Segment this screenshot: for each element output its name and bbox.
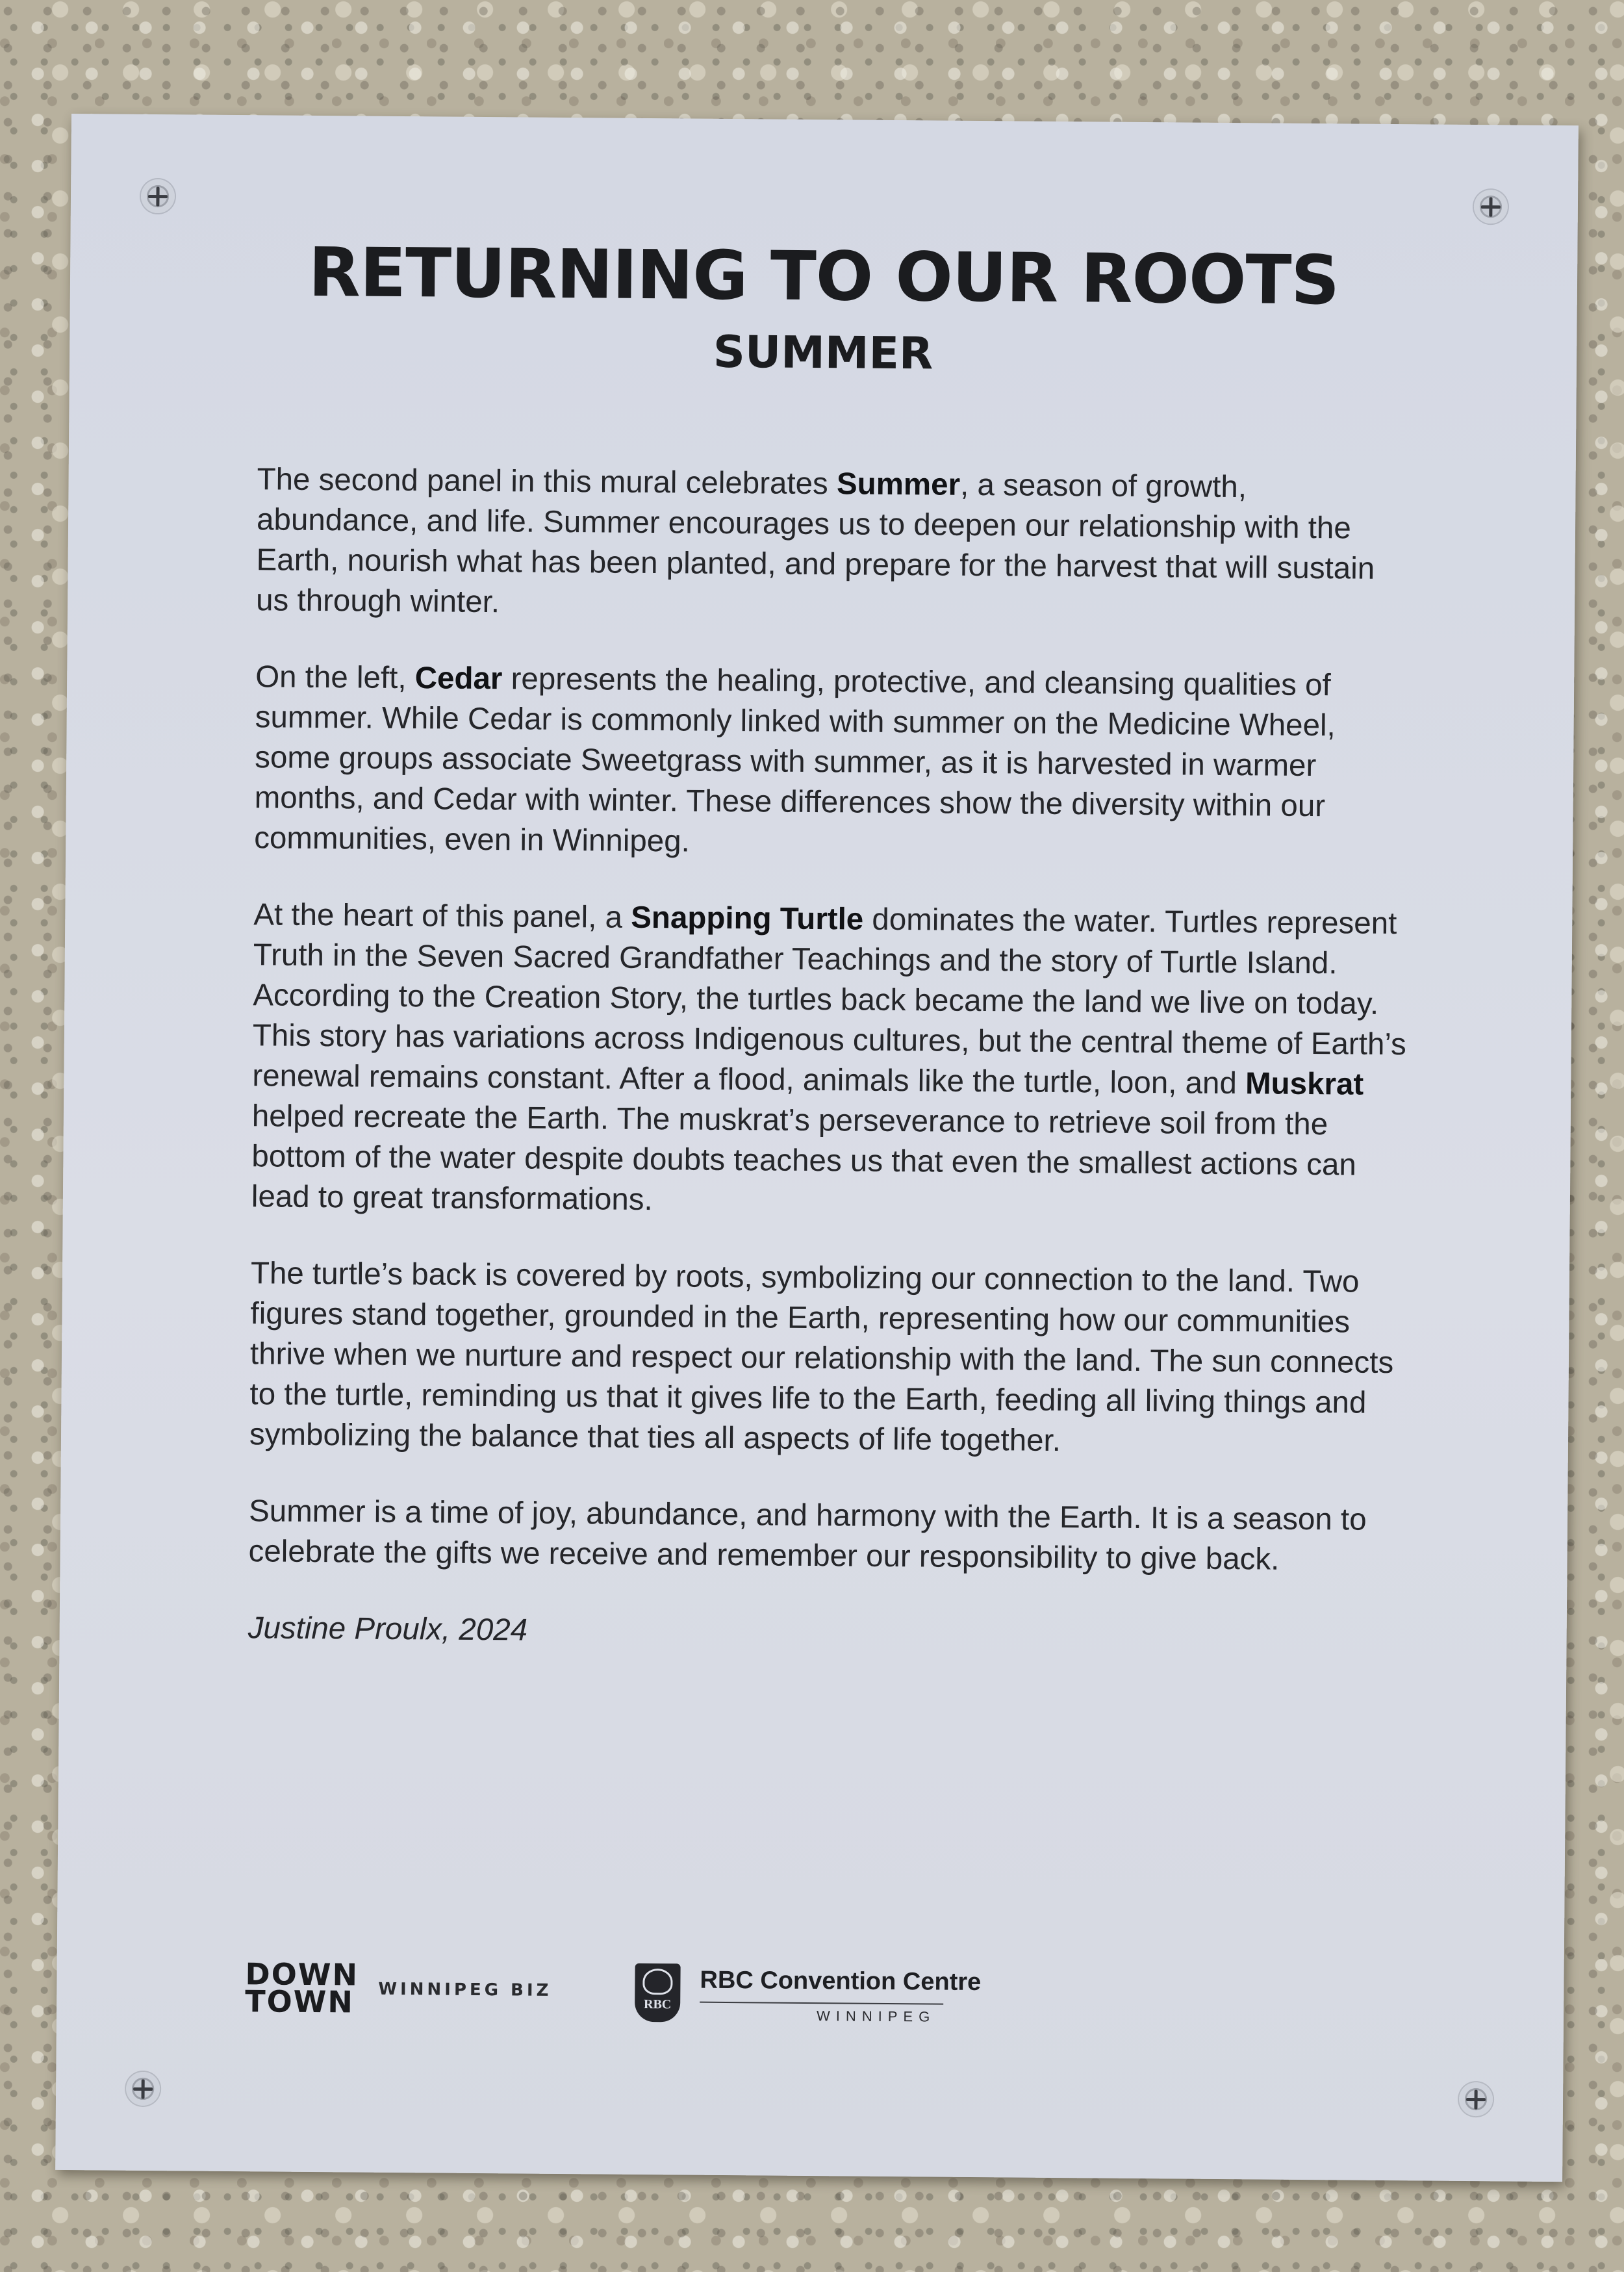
text-run: helped recreate the Earth. The muskrat’s perseverance to retrieve soil from the bottom of the water despite doubts teaches us that even the smallest actions can lead to great transformations. (251, 1099, 1357, 1218)
text-run: Summer is a time of joy, abundance, and harmony with the Earth. It is a season to celebrate the gifts we receive and remember our responsibility to give back. (248, 1494, 1367, 1577)
sponsor-logos (244, 1956, 1090, 2045)
text-run: The second panel in this mural celebrates (257, 462, 837, 502)
plaque-body (247, 459, 1414, 1694)
paragraph-summer-closing (248, 1491, 1405, 1581)
text-run: On the left, (255, 659, 415, 696)
text-run: , a season of growth, abundance, and life. Summer encourages us to deepen our relationship with the Earth, nourish what has been planted, and prepare for the harvest that will sustain us through winter. (255, 467, 1375, 620)
bold-term: Cedar (414, 661, 503, 696)
artist-signature: Justine Proulx, 2024 (247, 1611, 528, 1648)
paragraph-turtle-roots (249, 1253, 1407, 1464)
rbc-convention-centre-name: RBC Convention Centre (700, 1966, 982, 1997)
rbc-shield-label: RBC (643, 1997, 672, 2012)
bold-term: Snapping Turtle (631, 900, 864, 937)
screw-icon (141, 179, 175, 213)
text-run: represents the healing, protective, and cleansing qualities of summer. While Cedar is commonly linked with summer on the Medicine Wheel, some groups associate Sweetgrass with summer, as it is harvested in warmer months, and Cedar with winter. These differences show the diversity within our communities, even in Winnipeg. (254, 661, 1336, 859)
screw-icon (126, 2072, 160, 2106)
text-run: The turtle’s back is covered by roots, symbolizing our connection to the land. Two figures stand together, grounded in the Earth, representing how our communities thrive when we nurture and respect our relationship with the land. The sun connects to the turtle, reminding us that it gives life to the Earth, feeding all living things and symbolizing the balance that ties all aspects of life together. (249, 1256, 1394, 1459)
paragraph-summer-intro (256, 459, 1414, 630)
rbc-city-label: WINNIPEG (816, 2008, 936, 2025)
screw-icon (1474, 190, 1508, 223)
paragraph-cedar (254, 657, 1412, 867)
rbc-logo-divider (700, 2002, 943, 2005)
downtown-logo-line1: DOWN (245, 1956, 359, 1993)
plaque-title: RETURNING TO OUR ROOTS (308, 232, 1339, 320)
rbc-shield-icon (635, 1963, 681, 2023)
screw-icon (1459, 2082, 1493, 2116)
text-run: At the heart of this panel, a (253, 897, 631, 935)
bold-term: Summer (836, 466, 961, 502)
paragraph-snapping-turtle (251, 895, 1410, 1226)
plaque-subtitle: SUMMER (713, 326, 933, 380)
downtown-logo (244, 1956, 359, 2020)
downtown-logo-line2: TOWN (244, 1984, 355, 2020)
bold-term: Muskrat (1245, 1066, 1364, 1102)
lion-crest-icon (642, 1969, 672, 1995)
downtown-biz-label: WINNIPEG BIZ (378, 1979, 552, 2000)
text-run: dominates the water. Turtles represent Truth in the Seven Sacred Grandfather Teachings and the story of Turtle Island. According to the Creation Story, the turtles back became the land we live on today. This story has variations across Indigenous cultures, but the central theme of Earth’s renewal remains constant. After a flood, animals like the turtle, loon, and (252, 902, 1407, 1101)
mural-plaque (55, 114, 1579, 2182)
